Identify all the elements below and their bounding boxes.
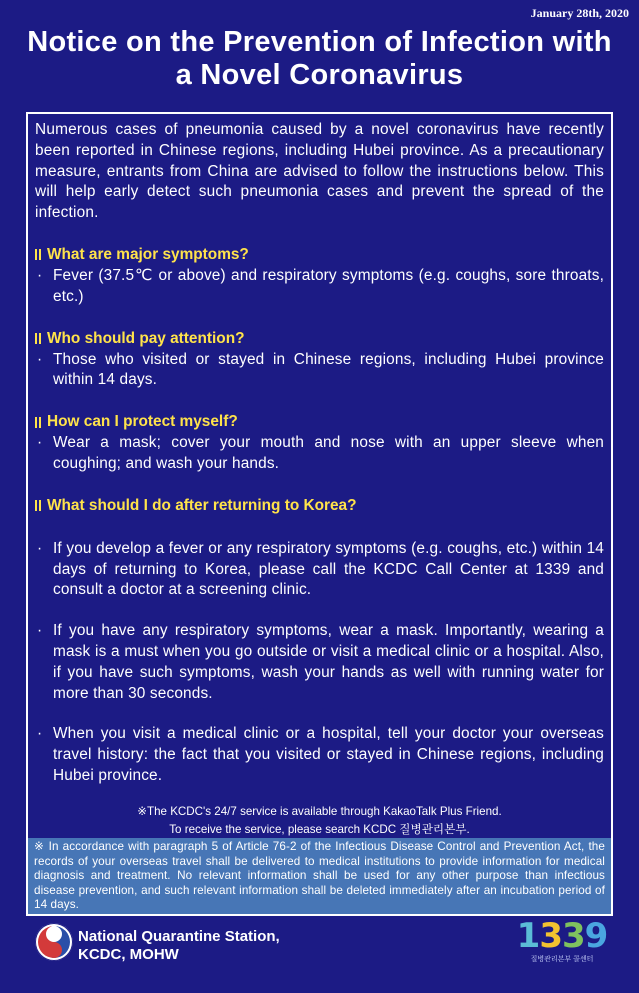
section-heading-text: What should I do after returning to Korea? xyxy=(47,496,357,514)
bullet-dot-icon: · xyxy=(37,622,43,640)
heading-bar-icon xyxy=(35,417,41,428)
intro-paragraph: Numerous cases of pneumonia caused by a novel coronavirus have recently been reported in Chinese regions, including Hubei province. As a precautionary measure, entrants from China are advised to follow the instructions below. This will help early detect such pneumonia cases and prevent the spread of the infection. xyxy=(35,121,604,222)
list-item xyxy=(35,539,604,601)
list-item xyxy=(35,350,604,392)
kakaotalk-service-note xyxy=(35,803,604,839)
notice-panel xyxy=(26,112,613,916)
list-item-text: Fever (37.5℃ or above) and respiratory symptoms (e.g. coughs, sore throats, etc.) xyxy=(53,266,604,305)
list-item xyxy=(35,266,604,308)
bullet-dot-icon: · xyxy=(37,539,43,557)
page-title xyxy=(0,26,639,92)
section-protect xyxy=(35,411,604,475)
hotline-number xyxy=(512,917,612,955)
heading-bar-icon xyxy=(35,249,41,260)
service-line-2: To receive the service, please search KCDC 질병관리본부. xyxy=(169,822,470,836)
section-heading-text: How can I protect myself? xyxy=(47,413,238,431)
section-returning xyxy=(35,495,604,787)
legal-notice-band: ※ In accordance with paragraph 5 of Article 76-2 of the Infectious Disease Control and Prevention Act, the records of your overseas travel shall be delivered to medical institutions to provide information for medical diagnosis and treatment. No relevant information shall be used for any other purpose than infectious disease prevention, and such relevant information shall be deleted immediately after an incubation period of 14 days. xyxy=(28,838,611,914)
hotline-digit: 3 xyxy=(539,916,562,956)
bullet-dot-icon: · xyxy=(37,725,43,743)
list-item xyxy=(35,433,604,475)
heading-bar-icon xyxy=(35,500,41,511)
notice-body xyxy=(28,114,611,839)
hotline-digit: 1 xyxy=(516,916,540,956)
hotline-logo xyxy=(512,917,612,973)
list-item-text: If you develop a fever or any respiratory symptoms (e.g. coughs, etc.) within 14 days of returning to Korea, please call the KCDC Call Center at 1339 and consult a doctor at a screening clinic. xyxy=(53,539,604,599)
section-heading-text: What are major symptoms? xyxy=(47,245,249,263)
bullet-dot-icon: · xyxy=(37,266,43,284)
bullet-dot-icon: · xyxy=(37,350,43,368)
list-item xyxy=(35,621,604,704)
section-who xyxy=(35,328,604,392)
list-item-text: Wear a mask; cover your mouth and nose with an upper sleeve when coughing; and wash your hands. xyxy=(53,434,604,472)
organization-line-1: National Quarantine Station, xyxy=(78,928,280,945)
hotline-caption: 질병관리본부 콜센터 xyxy=(530,956,594,963)
section-heading xyxy=(35,495,604,517)
taegeuk-logo-icon xyxy=(34,922,74,962)
list-item-text: When you visit a medical clinic or a hospital, tell your doctor your overseas travel history: the fact that you visited or stayed in Chinese regions, including Hubei province. xyxy=(53,725,604,784)
list-item-text: If you have any respiratory symptoms, wear a mask. Importantly, wearing a mask is a must when you go outside or visit a medical clinic or a hospital. Also, if you have such symptoms, wash your hands as well with running water for more than 30 seconds. xyxy=(53,622,604,702)
organization-name xyxy=(78,928,280,964)
title-line-2: a Novel Coronavirus xyxy=(175,59,464,91)
title-line-1: Notice on the Prevention of Infection with xyxy=(27,26,612,58)
heading-bar-icon xyxy=(35,333,41,344)
hotline-digit: 9 xyxy=(584,916,608,956)
organization-line-2: KCDC, MOHW xyxy=(78,946,179,963)
service-line-1: ※The KCDC's 24/7 service is available through KakaoTalk Plus Friend. xyxy=(137,804,502,818)
list-item-text: Those who visited or stayed in Chinese regions, including Hubei province within 14 days. xyxy=(53,350,604,389)
section-heading xyxy=(35,244,604,266)
list-item xyxy=(35,724,604,786)
hotline-digit: 3 xyxy=(562,916,585,956)
date-label: January 28th, 2020 xyxy=(530,6,629,20)
section-symptoms xyxy=(35,244,604,308)
section-heading xyxy=(35,328,604,350)
section-heading xyxy=(35,411,604,433)
section-heading-text: Who should pay attention? xyxy=(47,329,245,347)
bullet-dot-icon: · xyxy=(37,434,43,452)
